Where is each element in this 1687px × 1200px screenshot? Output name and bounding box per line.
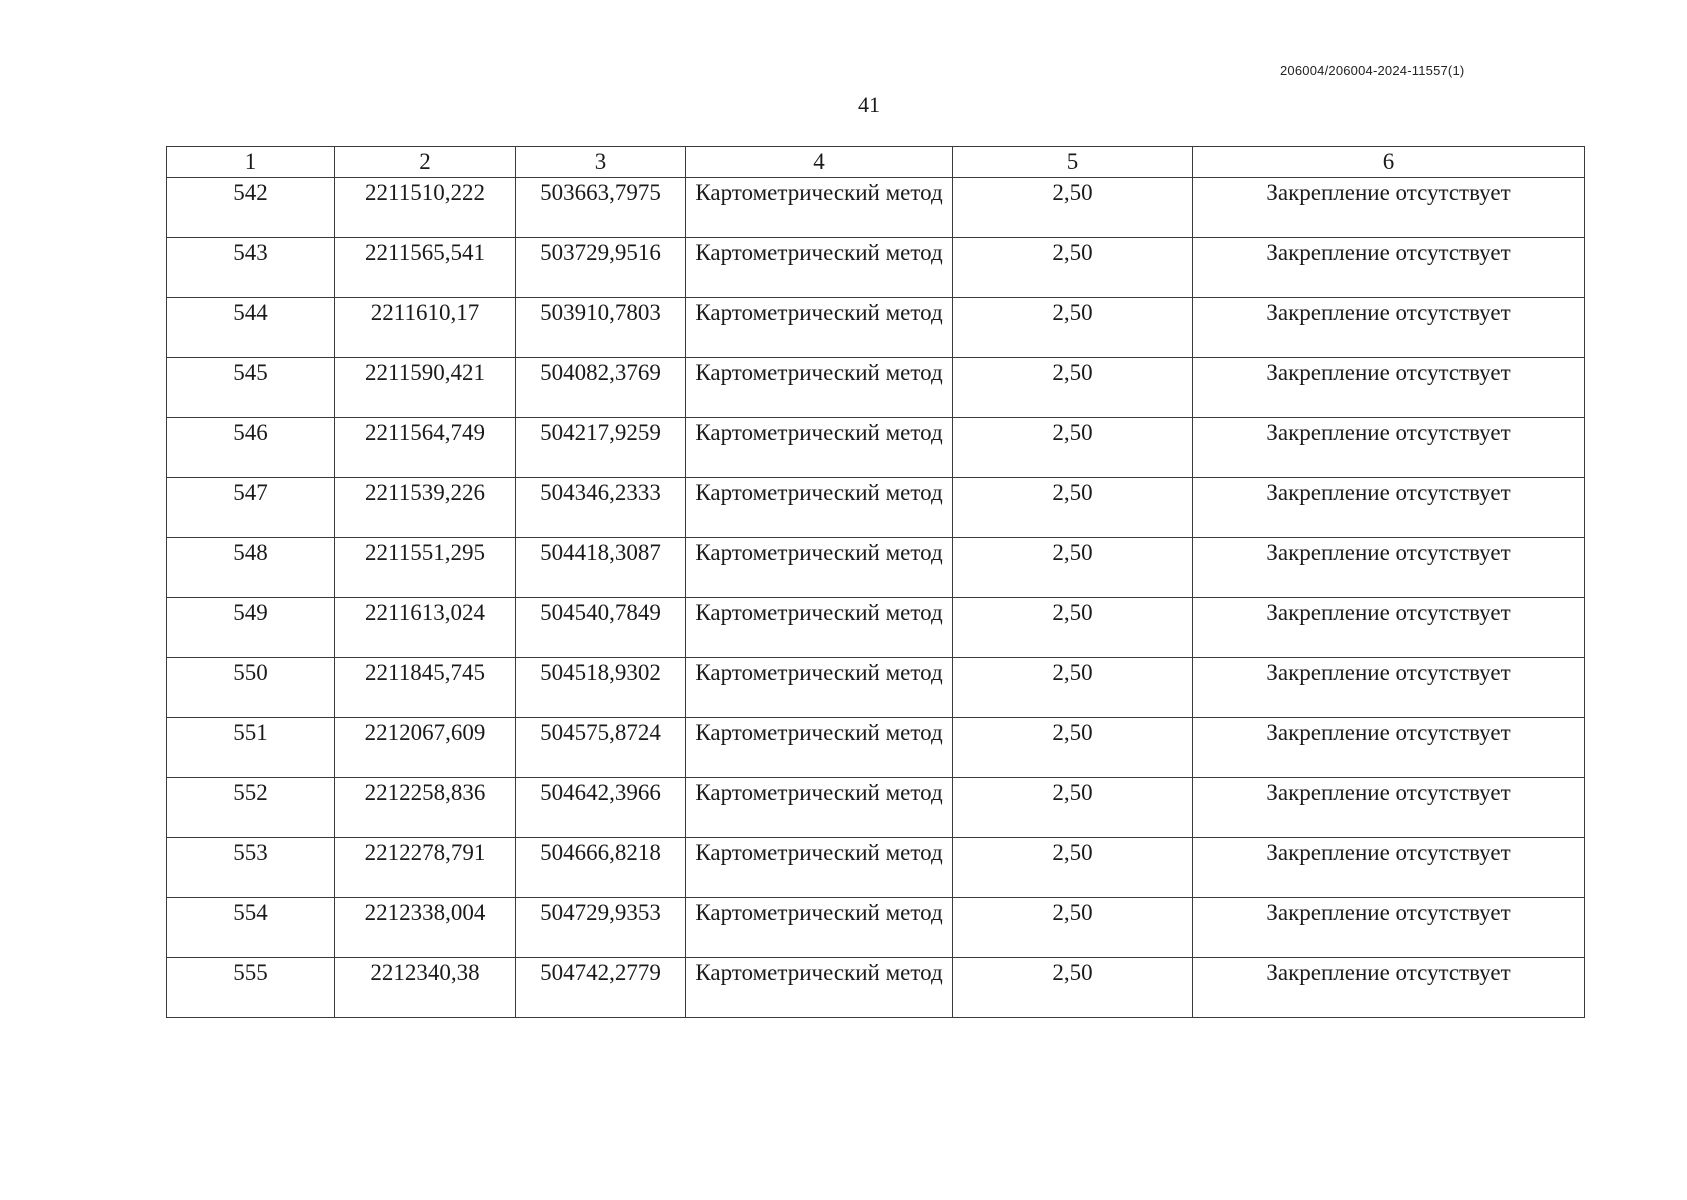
method-cell: Картометрический метод	[686, 358, 953, 418]
accuracy-cell: 2,50	[953, 358, 1193, 418]
y-coordinate-cell: 504418,3087	[516, 538, 686, 598]
point-number-cell: 555	[167, 958, 335, 1018]
document-id: 206004/206004-2024-11557(1)	[1280, 63, 1465, 78]
method-cell: Картометрический метод	[686, 778, 953, 838]
y-coordinate-cell: 504217,9259	[516, 418, 686, 478]
column-header: 1	[167, 147, 335, 178]
x-coordinate-cell: 2211510,222	[335, 178, 516, 238]
point-number-cell: 545	[167, 358, 335, 418]
method-cell: Картометрический метод	[686, 658, 953, 718]
fixing-description-cell: Закрепление отсутствует	[1193, 238, 1585, 298]
column-header: 2	[335, 147, 516, 178]
fixing-description-cell: Закрепление отсутствует	[1193, 358, 1585, 418]
fixing-description-cell: Закрепление отсутствует	[1193, 478, 1585, 538]
y-coordinate-cell: 504642,3966	[516, 778, 686, 838]
accuracy-cell: 2,50	[953, 298, 1193, 358]
point-number-cell: 550	[167, 658, 335, 718]
fixing-description-cell: Закрепление отсутствует	[1193, 898, 1585, 958]
table-row	[167, 778, 1585, 838]
method-cell: Картометрический метод	[686, 838, 953, 898]
point-number-cell: 551	[167, 718, 335, 778]
fixing-description-cell: Закрепление отсутствует	[1193, 658, 1585, 718]
y-coordinate-cell: 504666,8218	[516, 838, 686, 898]
table-row	[167, 598, 1585, 658]
coordinates-table	[166, 146, 1585, 1018]
fixing-description-cell: Закрепление отсутствует	[1193, 418, 1585, 478]
method-cell: Картометрический метод	[686, 298, 953, 358]
y-coordinate-cell: 503729,9516	[516, 238, 686, 298]
table-row	[167, 178, 1585, 238]
fixing-description-cell: Закрепление отсутствует	[1193, 178, 1585, 238]
table-row	[167, 658, 1585, 718]
y-coordinate-cell: 504518,9302	[516, 658, 686, 718]
point-number-cell: 554	[167, 898, 335, 958]
accuracy-cell: 2,50	[953, 238, 1193, 298]
x-coordinate-cell: 2211539,226	[335, 478, 516, 538]
fixing-description-cell: Закрепление отсутствует	[1193, 778, 1585, 838]
y-coordinate-cell: 504729,9353	[516, 898, 686, 958]
x-coordinate-cell: 2212338,004	[335, 898, 516, 958]
table-header-row	[167, 147, 1585, 178]
table-row	[167, 418, 1585, 478]
method-cell: Картометрический метод	[686, 538, 953, 598]
method-cell: Картометрический метод	[686, 418, 953, 478]
point-number-cell: 552	[167, 778, 335, 838]
fixing-description-cell: Закрепление отсутствует	[1193, 538, 1585, 598]
column-header: 5	[953, 147, 1193, 178]
y-coordinate-cell: 503663,7975	[516, 178, 686, 238]
fixing-description-cell: Закрепление отсутствует	[1193, 838, 1585, 898]
fixing-description-cell: Закрепление отсутствует	[1193, 718, 1585, 778]
table-row	[167, 958, 1585, 1018]
page-number: 41	[858, 92, 880, 117]
column-header: 6	[1193, 147, 1585, 178]
table-row	[167, 478, 1585, 538]
point-number-cell: 547	[167, 478, 335, 538]
table-row	[167, 538, 1585, 598]
y-coordinate-cell: 504540,7849	[516, 598, 686, 658]
method-cell: Картометрический метод	[686, 898, 953, 958]
accuracy-cell: 2,50	[953, 658, 1193, 718]
accuracy-cell: 2,50	[953, 838, 1193, 898]
point-number-cell: 549	[167, 598, 335, 658]
x-coordinate-cell: 2211551,295	[335, 538, 516, 598]
point-number-cell: 544	[167, 298, 335, 358]
table-row	[167, 718, 1585, 778]
y-coordinate-cell: 504742,2779	[516, 958, 686, 1018]
method-cell: Картометрический метод	[686, 238, 953, 298]
table-row	[167, 238, 1585, 298]
table-row	[167, 298, 1585, 358]
y-coordinate-cell: 504082,3769	[516, 358, 686, 418]
y-coordinate-cell: 504575,8724	[516, 718, 686, 778]
table-row	[167, 838, 1585, 898]
method-cell: Картометрический метод	[686, 478, 953, 538]
accuracy-cell: 2,50	[953, 598, 1193, 658]
method-cell: Картометрический метод	[686, 718, 953, 778]
point-number-cell: 553	[167, 838, 335, 898]
point-number-cell: 542	[167, 178, 335, 238]
table-row	[167, 898, 1585, 958]
y-coordinate-cell: 504346,2333	[516, 478, 686, 538]
x-coordinate-cell: 2212258,836	[335, 778, 516, 838]
method-cell: Картометрический метод	[686, 178, 953, 238]
method-cell: Картометрический метод	[686, 958, 953, 1018]
point-number-cell: 543	[167, 238, 335, 298]
x-coordinate-cell: 2212067,609	[335, 718, 516, 778]
y-coordinate-cell: 503910,7803	[516, 298, 686, 358]
x-coordinate-cell: 2211610,17	[335, 298, 516, 358]
accuracy-cell: 2,50	[953, 898, 1193, 958]
column-header: 3	[516, 147, 686, 178]
table-body	[167, 178, 1585, 1018]
point-number-cell: 548	[167, 538, 335, 598]
x-coordinate-cell: 2211565,541	[335, 238, 516, 298]
accuracy-cell: 2,50	[953, 478, 1193, 538]
x-coordinate-cell: 2212278,791	[335, 838, 516, 898]
accuracy-cell: 2,50	[953, 778, 1193, 838]
point-number-cell: 546	[167, 418, 335, 478]
fixing-description-cell: Закрепление отсутствует	[1193, 958, 1585, 1018]
x-coordinate-cell: 2211613,024	[335, 598, 516, 658]
fixing-description-cell: Закрепление отсутствует	[1193, 298, 1585, 358]
accuracy-cell: 2,50	[953, 718, 1193, 778]
accuracy-cell: 2,50	[953, 178, 1193, 238]
column-header: 4	[686, 147, 953, 178]
x-coordinate-cell: 2211564,749	[335, 418, 516, 478]
fixing-description-cell: Закрепление отсутствует	[1193, 598, 1585, 658]
x-coordinate-cell: 2211590,421	[335, 358, 516, 418]
accuracy-cell: 2,50	[953, 538, 1193, 598]
method-cell: Картометрический метод	[686, 598, 953, 658]
table-row	[167, 358, 1585, 418]
accuracy-cell: 2,50	[953, 958, 1193, 1018]
x-coordinate-cell: 2211845,745	[335, 658, 516, 718]
accuracy-cell: 2,50	[953, 418, 1193, 478]
x-coordinate-cell: 2212340,38	[335, 958, 516, 1018]
